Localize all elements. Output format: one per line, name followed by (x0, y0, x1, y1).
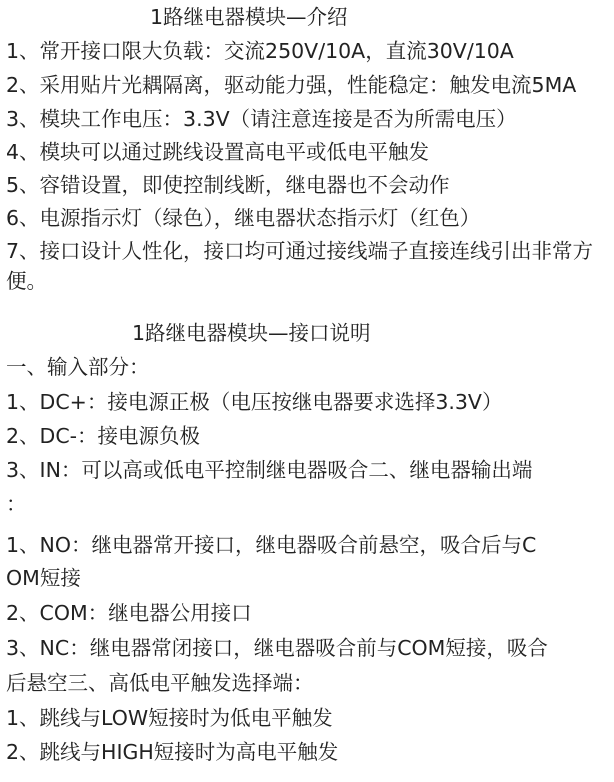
intro-item-1: 1、常开接口限大负载：交流250V/10A，直流30V/10A (6, 39, 514, 63)
interface-line-5: ： (6, 492, 27, 516)
interface-line-2: 1、DC+：接电源正极（电压按继电器要求选择3.3V） (6, 390, 503, 414)
interface-line-9: 3、NC：继电器常闭接口，继电器吸合前与COM短接，吸合 (6, 636, 548, 660)
intro-item-7: 7、接口设计人性化，接口均可通过接线端子直接连线引出非常方 (6, 239, 594, 263)
intro-item-5: 5、容错设置，即使控制线断，继电器也不会动作 (6, 173, 450, 197)
interface-line-7: OM短接 (6, 566, 81, 590)
interface-line-11: 1、跳线与LOW短接时为低电平触发 (6, 706, 333, 730)
intro-item-2: 2、采用贴片光耦隔离，驱动能力强，性能稳定：触发电流5MA (6, 73, 577, 97)
interface-line-4: 3、IN：可以高或低电平控制继电器吸合二、继电器输出端 (6, 458, 533, 482)
interface-line-3: 2、DC-：接电源负极 (6, 424, 201, 448)
interface-title: 1路继电器模块—接口说明 (132, 321, 371, 345)
intro-item-4: 4、模块可以通过跳线设置高电平或低电平触发 (6, 140, 430, 164)
interface-line-12: 2、跳线与HIGH短接时为高电平触发 (6, 740, 339, 764)
intro-item-6: 6、电源指示灯（绿色），继电器状态指示灯（红色） (6, 206, 481, 230)
intro-title: 1路继电器模块—介绍 (150, 5, 348, 29)
intro-item-3: 3、模块工作电压：3.3V（请注意连接是否为所需电压） (6, 107, 517, 131)
interface-line-8: 2、COM：继电器公用接口 (6, 601, 252, 625)
intro-item-7-continued: 便。 (6, 269, 47, 293)
interface-line-6: 1、NO：继电器常开接口，继电器吸合前悬空，吸合后与C (6, 533, 537, 557)
interface-line-1: 一、输入部分： (6, 355, 150, 379)
interface-line-10: 后悬空三、高低电平触发选择端： (6, 671, 314, 695)
